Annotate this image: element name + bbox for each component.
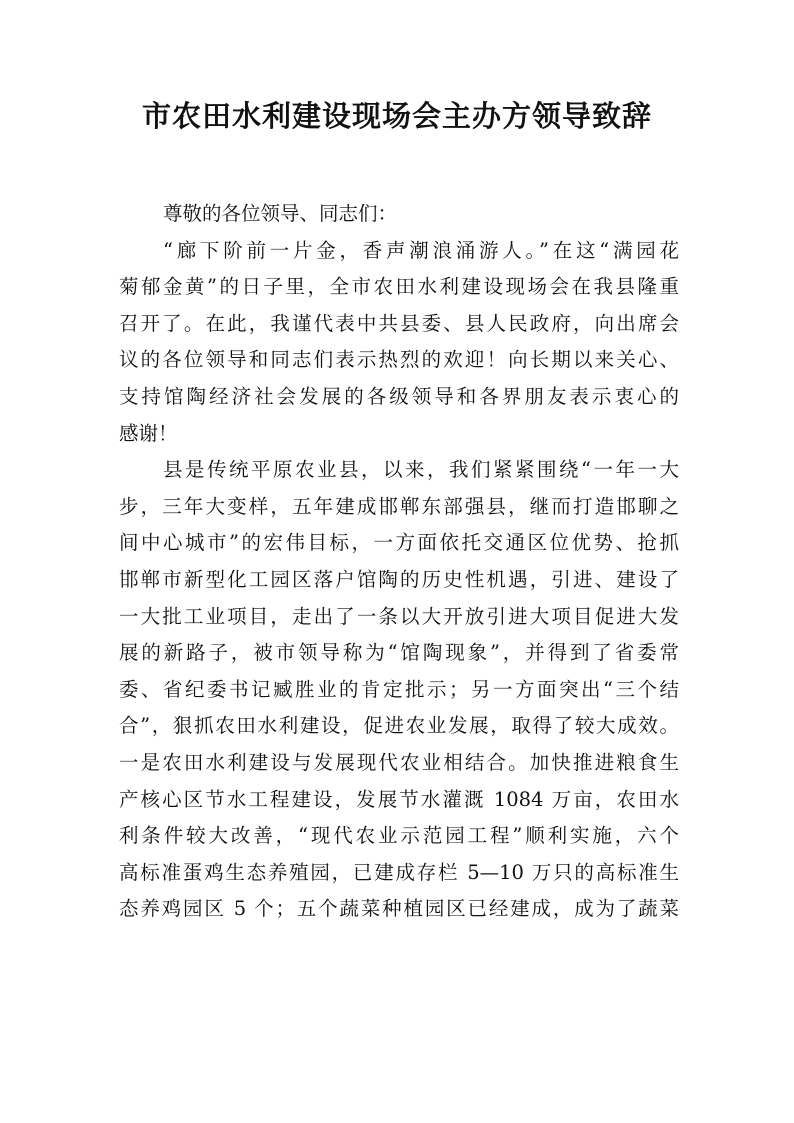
text-line: 委、省纪委书记臧胜业的肯定批示；另一方面突出“三个结 xyxy=(119,677,679,701)
text-line: 间中心城市”的宏伟目标，一方面依托交通区位优势、抢抓 xyxy=(119,531,679,555)
text-line: 感谢！ xyxy=(119,421,178,445)
text-line: 县是传统平原农业县，以来，我们紧紧围绕“一年一大 xyxy=(163,458,679,482)
text-line: 尊敬的各位领导、同志们： xyxy=(163,202,398,225)
text-line: 议的各位领导和同志们表示热烈的欢迎！向长期以来关心、 xyxy=(119,348,679,372)
text-line: 支持馆陶经济社会发展的各级领导和各界朋友表示衷心的 xyxy=(119,384,679,408)
text-line: 步，三年大变样，五年建成邯郸东部强县，继而打造邯聊之 xyxy=(119,494,679,518)
text-line: 邯郸市新型化工园区落户馆陶的历史性机遇，引进、建设了 xyxy=(119,567,679,591)
text-line: 一是农田水利建设与发展现代农业相结合。加快推进粮食生 xyxy=(119,750,679,774)
document-body xyxy=(119,196,679,928)
text-line: 产核心区节水工程建设，发展节水灌溉 1084 万亩，农田水 xyxy=(119,787,679,811)
text-line: 高标准蛋鸡生态养殖园，已建成存栏 5—10 万只的高标准生 xyxy=(119,860,679,884)
text-line: 展的新路子，被市领导称为“馆陶现象”，并得到了省委常 xyxy=(119,641,679,665)
document-title: 市农田水利建设现场会主办方领导致辞 xyxy=(141,99,652,133)
text-line: 召开了。在此，我谨代表中共县委、县人民政府，向出席会 xyxy=(119,311,679,335)
text-line: 菊郁金黄”的日子里，全市农田水利建设现场会在我县隆重 xyxy=(119,275,679,299)
text-line: 利条件较大改善，“现代农业示范园工程”顺利实施，六个 xyxy=(119,824,679,848)
text-line: “廊下阶前一片金，香声潮浪涌游人。”在这“满园花 xyxy=(163,238,679,262)
text-line: 合”，狠抓农田水利建设，促进农业发展，取得了较大成效。 xyxy=(119,714,679,738)
text-line: 一大批工业项目，走出了一条以大开放引进大项目促进大发 xyxy=(119,604,679,628)
text-line: 态养鸡园区 5 个；五个蔬菜种植园区已经建成，成为了蔬菜 xyxy=(119,897,679,921)
